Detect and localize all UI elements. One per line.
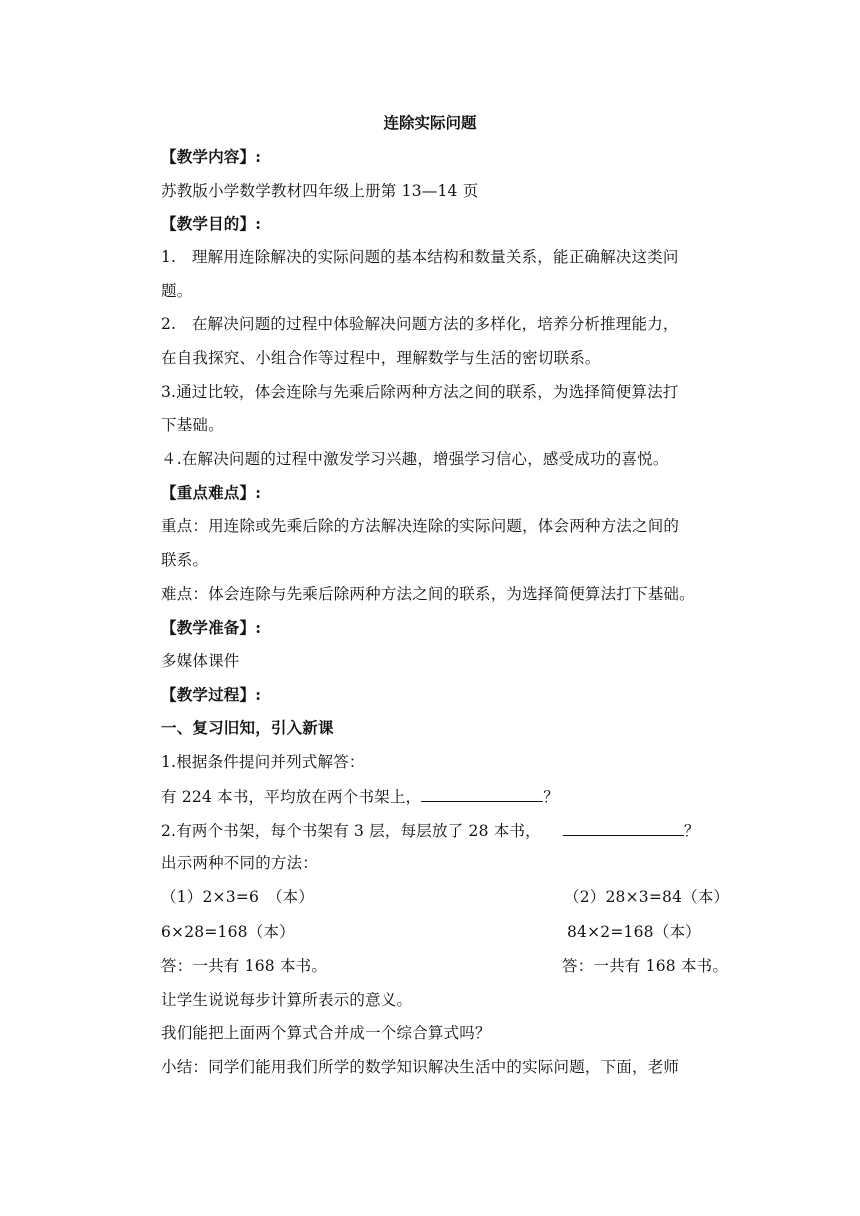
discussion-2: 我们能把上面两个算式合并成一个综合算式吗？ (161, 1024, 491, 1042)
goal-4: ４.在解决问题的过程中激发学习兴趣，增强学习信心，感受成功的喜悦。 (161, 450, 669, 468)
difficulty-text: 难点：体会连除与先乘后除两种方法之间的联系，为选择简便算法打下基础。 (161, 585, 695, 603)
method-2-step-2: 84×2=168（本） (567, 923, 701, 941)
question-1-intro: 1.根据条件提问并列式解答： (161, 753, 365, 771)
methods-intro: 出示两种不同的方法： (161, 854, 319, 872)
key-point-line-1: 重点：用连除或先乘后除的方法解决连除的实际问题，体会两种方法之间的 (161, 517, 680, 535)
method-1-step-2: 6×28=168（本） (161, 923, 295, 941)
question-2-end: ？ (683, 822, 700, 840)
answer-blank-2 (563, 819, 684, 836)
goal-2-line-1: 2. 在解决问题的过程中体验解决问题方法的多样化，培养分析推理能力， (161, 315, 679, 333)
goal-1-line-2: 题。 (161, 282, 193, 300)
discussion-1: 让学生说说每步计算所表示的意义。 (161, 991, 413, 1009)
goal-3-line-2: 下基础。 (161, 416, 224, 434)
process-heading: 【教学过程】: (161, 685, 262, 704)
document-title: 连除实际问题 (383, 113, 477, 132)
keypoints-heading: 【重点难点】: (161, 483, 262, 502)
prep-heading: 【教学准备】: (161, 618, 262, 637)
question-1-text: 有 224 本书，平均放在两个书架上， (161, 788, 422, 806)
question-2 (161, 819, 739, 842)
content-text: 苏教版小学数学教材四年级上册第 13—14 页 (161, 182, 479, 200)
content-heading: 【教学内容】: (161, 147, 262, 166)
goal-2-line-2: 在自我探究、小组合作等过程中，理解数学与生活的密切联系。 (161, 349, 601, 367)
method-1-answer: 答：一共有 168 本书。 (161, 957, 328, 975)
key-point-line-2: 联系。 (161, 551, 209, 569)
goals-heading: 【教学目的】: (161, 214, 262, 233)
answer-blank-1 (421, 785, 543, 802)
question-1-end: ？ (543, 788, 559, 806)
question-1 (161, 785, 739, 808)
prep-text: 多媒体课件 (161, 652, 240, 670)
question-2-text: 2.有两个书架，每个书架有 3 层，每层放了 28 本书， (161, 822, 541, 840)
summary-text: 小结：同学们能用我们所学的数学知识解决生活中的实际问题，下面，老师 (161, 1058, 680, 1076)
method-2-answer: 答：一共有 168 本书。 (562, 957, 729, 975)
part-1-heading: 一、复习旧知，引入新课 (161, 718, 334, 737)
goal-3-line-1: 3.通过比较，体会连除与先乘后除两种方法之间的联系，为选择简便算法打 (161, 383, 679, 401)
method-2-step-1: （2）28×3=84（本） (564, 888, 730, 906)
goal-1-line-1: 1. 理解用连除解决的实际问题的基本结构和数量关系，能正确解决这类问 (161, 248, 679, 266)
method-1-step-1: （1）2×3=6 （本） (161, 888, 315, 906)
